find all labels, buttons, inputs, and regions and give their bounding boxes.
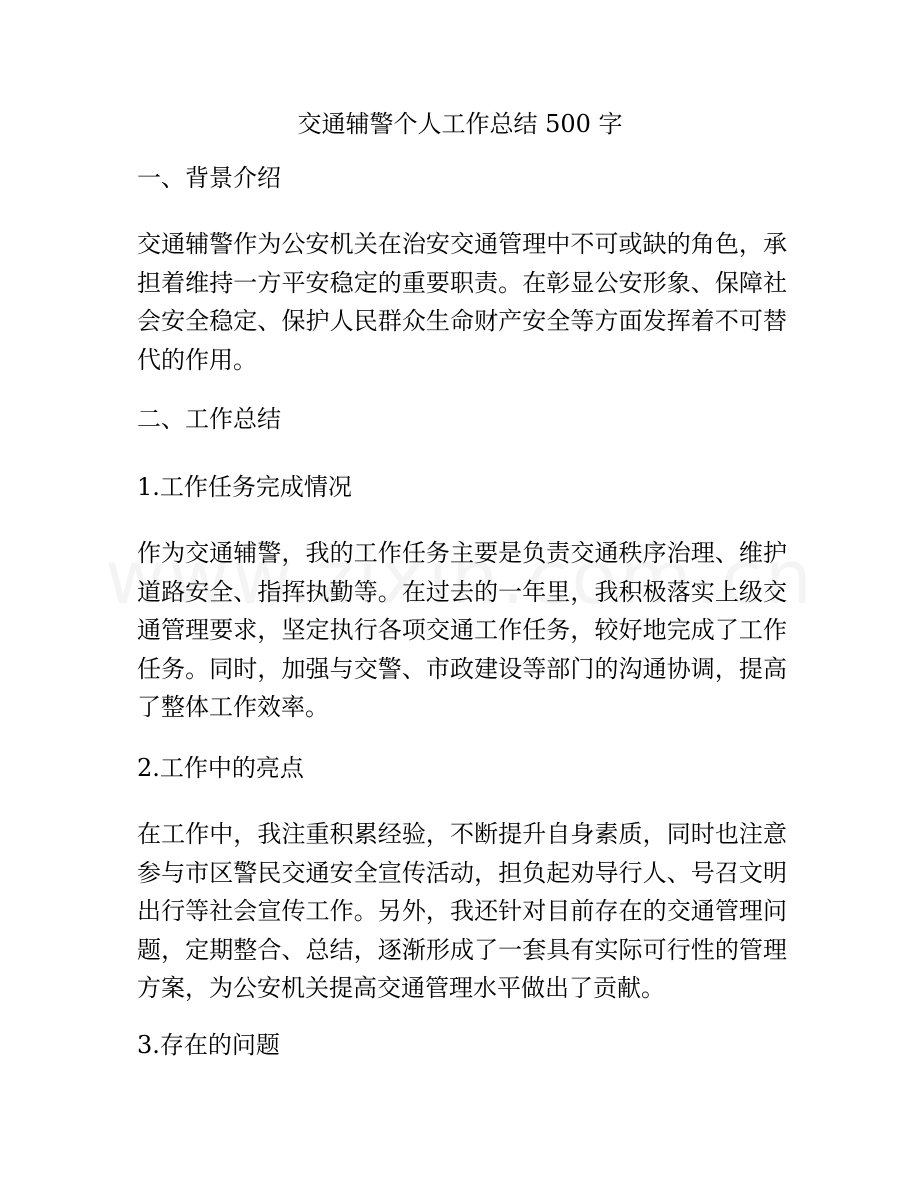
subheading-problems: 3.存在的问题 <box>137 1031 280 1059</box>
document-title: 交通辅警个人工作总结 500 字 <box>297 110 623 138</box>
subheading-tasks: 1.工作任务完成情况 <box>137 473 352 501</box>
section-heading-background: 一、背景介绍 <box>137 164 281 192</box>
section-heading-summary: 二、工作总结 <box>137 405 281 433</box>
paragraph-highlights: 在工作中，我注重积累经验，不断提升自身素质，同时也注意参与市区警民交通安全宣传活动，担负起劝导行人、号召文明出行等社会宣传工作。另外，我还针对目前存在的交通管理问题，定期整合、总结，逐渐形成了一套具有实际可行性的管理方案，为公安机关提高交通管理水平做出了贡献。 <box>137 820 787 1002</box>
paragraph-background: 交通辅警作为公安机关在治安交通管理中不可或缺的角色，承担着维持一方平安稳定的重要职责。在彰显公安形象、保障社会安全稳定、保护人民群众生命财产安全等方面发挥着不可替代的作用。 <box>137 230 787 374</box>
paragraph-tasks: 作为交通辅警，我的工作任务主要是负责交通秩序治理、维护道路安全、指挥执勤等。在过去的一年里，我积极落实上级交通管理要求，坚定执行各项交通工作任务，较好地完成了工作任务。同时，加强与交警、市政建设等部门的沟通协调，提高了整体工作效率。 <box>137 539 787 721</box>
subheading-highlights: 2.工作中的亮点 <box>137 754 304 782</box>
